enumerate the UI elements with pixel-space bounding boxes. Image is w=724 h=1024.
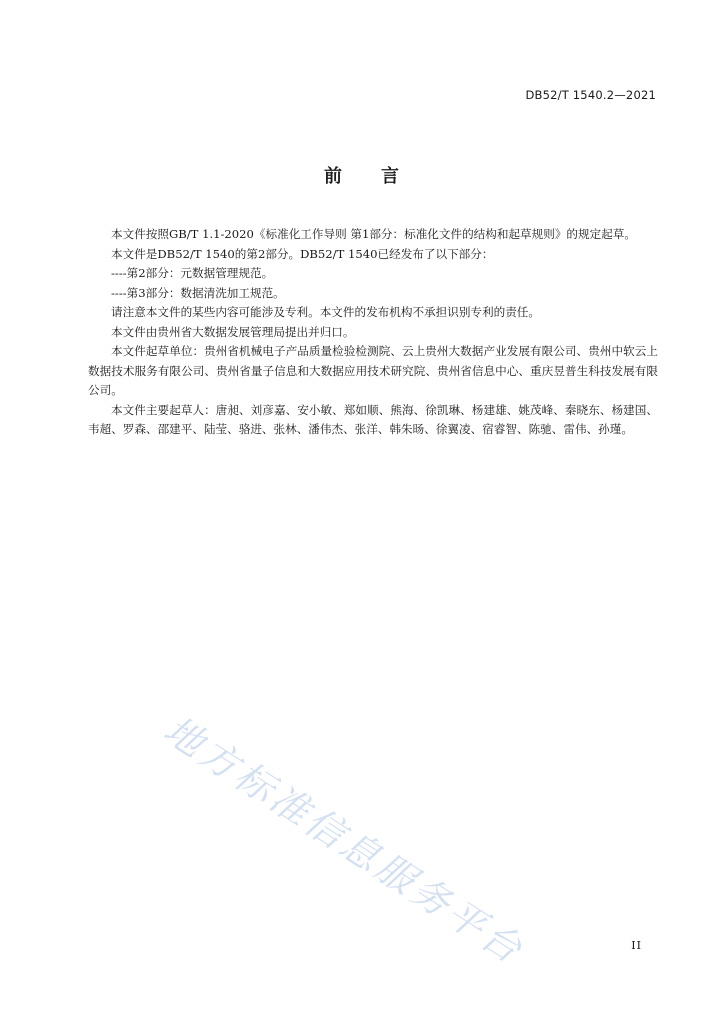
page-number: II [631, 939, 642, 952]
paragraph: 本文件是DB52/T 1540的第2部分。DB52/T 1540已经发布了以下部分： [111, 246, 494, 261]
watermark: 地方标准信息服务平台 [156, 707, 533, 974]
title-char-1: 前 [324, 166, 343, 187]
title-char-2: 言 [381, 166, 400, 187]
paragraph: 本文件起草单位：贵州省机械电子产品质量检验检测院、云上贵州大数据产业发展有限公司、贵州中软云上数据技术服务有限公司、贵州省量子信息和大数据应用技术研究院、贵州省信息中心、重庆昱普生科技发展有限公司。 [88, 344, 658, 397]
foreword-body [88, 225, 658, 440]
list-item: ----第2部分：元数据管理规范。 [111, 266, 274, 280]
paragraph: 本文件由贵州省大数据发展管理局提出并归口。 [111, 324, 355, 339]
page-title [0, 162, 724, 188]
paragraph: 本文件主要起草人：唐昶、刘彦嘉、安小敏、郑如顺、熊海、徐凯琳、杨建雄、姚茂峰、秦晓东、杨建国、韦超、罗森、邵建平、陆莹、骆进、张林、潘伟杰、张洋、韩朱旸、徐翼凌、宿睿智、陈驰、雷伟、孙瑾。 [88, 402, 658, 436]
paragraph: 请注意本文件的某些内容可能涉及专利。本文件的发布机构不承担识别专利的责任。 [111, 305, 540, 319]
paragraph: 本文件按照GB/T 1.1-2020《标准化工作导则 第1部分：标准化文件的结构和起草规则》的规定起草。 [111, 227, 636, 241]
standard-code: DB52/T 1540.2—2021 [525, 88, 656, 102]
list-item: ----第3部分：数据清洗加工规范。 [111, 285, 285, 300]
